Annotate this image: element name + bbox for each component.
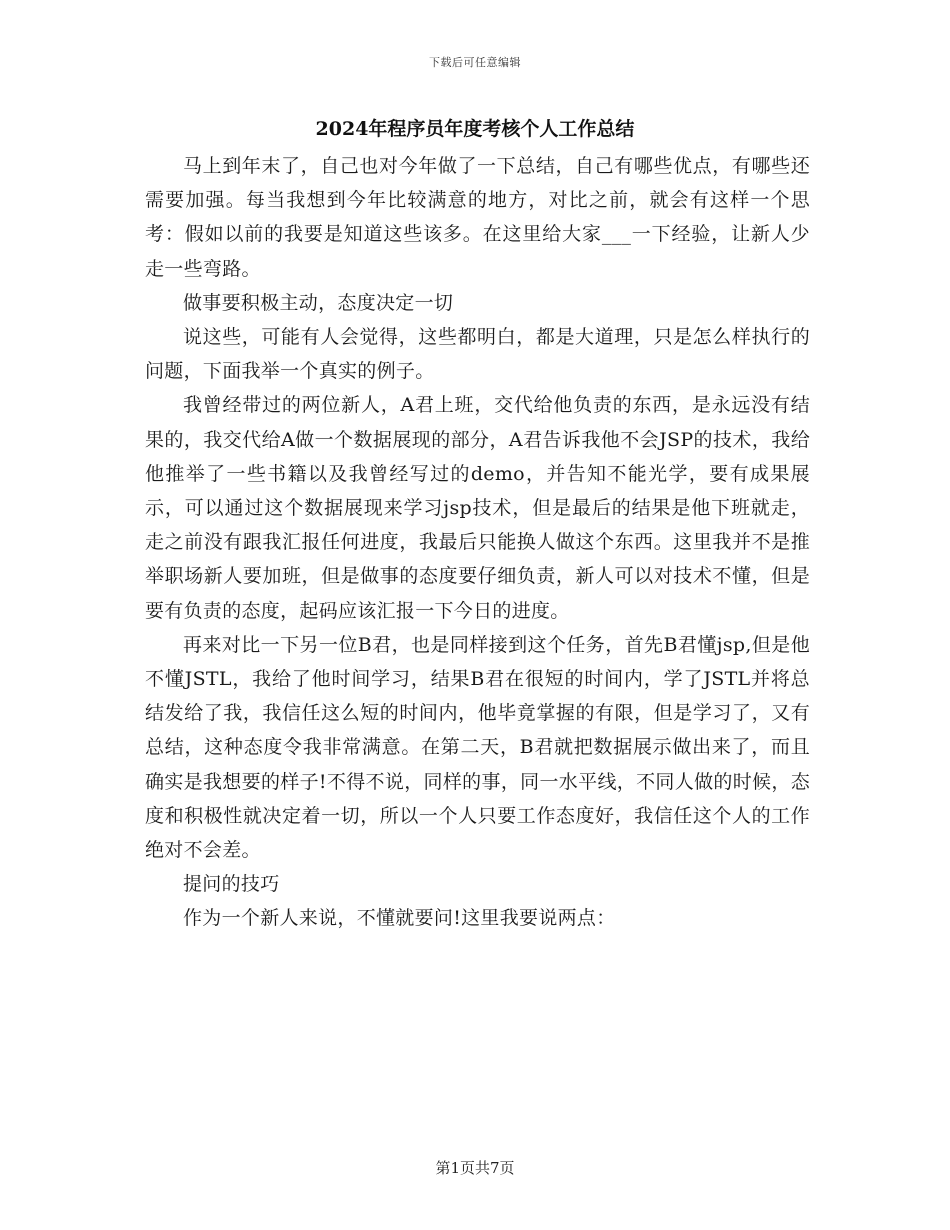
header-note: 下载后可任意编辑 [429, 56, 521, 69]
document-body [145, 149, 810, 936]
paragraph-example-a: 我曾经带过的两位新人，A君上班，交代给他负责的东西，是永远没有结果的，我交代给A做一个数据展现的部分，A君告诉我他不会JSP的技术，我给他推举了一些书籍以及我曾经写过的demo，并告知不能光学，要有成果展示，可以通过这个数据展现来学习jsp技术，但是最后的结果是他下班就走，走之前没有跟我汇报任何进度，我最后只能换人做这个东西。这里我并不是推举职场新人要加班，但是做事的态度要仔细负责，新人可以对技术不懂，但是要有负责的态度，起码应该汇报一下今日的进度。 [145, 394, 810, 622]
document-title: 2024年程序员年度考核个人工作总结 [315, 118, 635, 140]
paragraph-attitude-intro: 说这些，可能有人会觉得，这些都明白，都是大道理，只是怎么样执行的问题，下面我举一个真实的例子。 [145, 326, 810, 383]
section-heading-questions: 提问的技巧 [183, 873, 280, 896]
paragraph-example-b: 再来对比一下另一位B君，也是同样接到这个任务，首先B君懂jsp,但是他不懂JSTL，我给了他时间学习，结果B君在很短的时间内，学了JSTL并将总结发给了我，我信任这么短的时间内，他毕竟掌握的有限，但是学习了，又有总结，这种态度令我非常满意。在第二天，B君就把数据展示做出来了，而且确实是我想要的样子!不得不说，同样的事，同一水平线，不同人做的时候，态度和积极性就决定着一切，所以一个人只要工作态度好，我信任这个人的工作绝对不会差。 [145, 633, 810, 862]
section-heading-attitude: 做事要积极主动，态度决定一切 [183, 291, 454, 314]
page-number: 第1页共7页 [435, 1159, 515, 1177]
paragraph-intro: 马上到年末了，自己也对今年做了一下总结，自己有哪些优点，有哪些还需要加强。每当我想到今年比较满意的地方，对比之前，就会有这样一个思考：假如以前的我要是知道这些该多。在这里给大家___一下经验，让新人少走一些弯路。 [145, 155, 810, 280]
paragraph-questions-intro: 作为一个新人来说，不懂就要问!这里我要说两点： [183, 907, 616, 930]
